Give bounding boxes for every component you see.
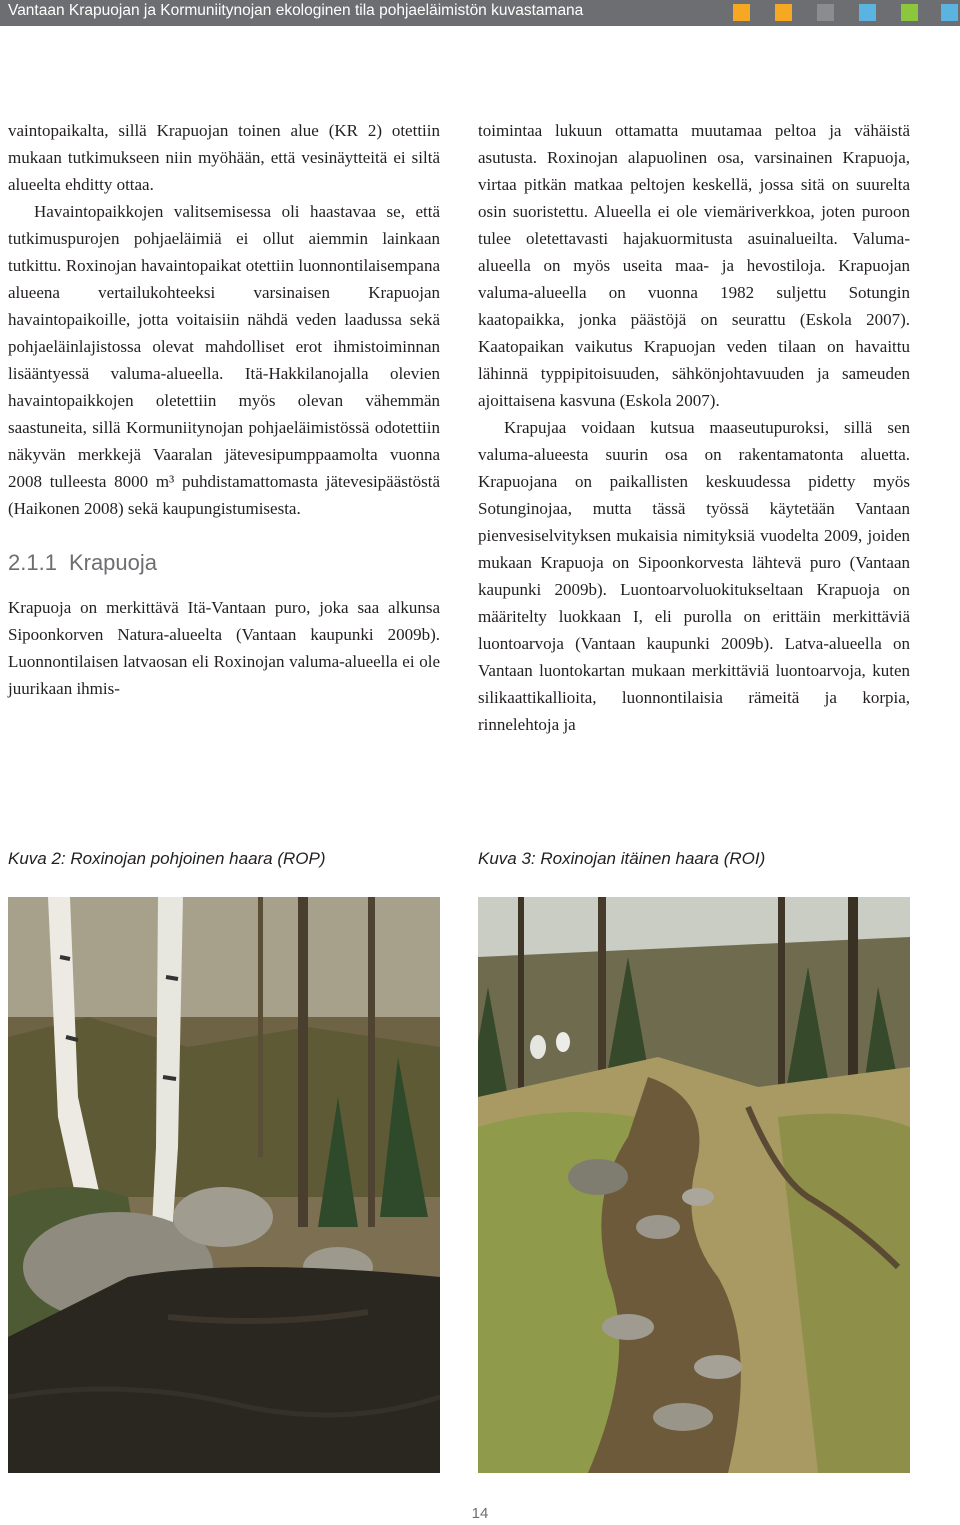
section-heading — [8, 548, 440, 578]
photo-roxinoja-eastern-branch — [478, 897, 910, 1473]
header-square-3 — [817, 4, 834, 21]
stream-photo-illustration-1 — [8, 897, 440, 1473]
header-square-1 — [733, 4, 750, 21]
header-square-6 — [941, 4, 958, 21]
left-text-column — [8, 117, 440, 702]
stream-photo-illustration-2 — [478, 897, 910, 1473]
figure-caption-2: Kuva 2: Roxinojan pohjoinen haara (ROP) — [8, 849, 326, 868]
left-paragraph-1: vaintopaikalta, sillä Krapuojan toinen alue (KR 2) otettiin mukaan tutkimukseen niin myöhään, että vesinäytteitä ei siltä alueelta ehditty ottaa. — [8, 121, 440, 194]
photo-roxinoja-northern-branch — [8, 897, 440, 1473]
left-paragraph-3: Krapuoja on merkittävä Itä-Vantaan puro, joka saa alkunsa Sipoonkorven Natura-alueelta (Vantaan kaupunki 2009b). Luonnontilaisen latvaosan eli Roxinojan valuma-alueella ei ole juurikaan ihmis- — [8, 598, 440, 698]
left-paragraph-2: Havaintopaikkojen valitsemisessa oli haastavaa se, että tutkimuspurojen pohjaeläimiä ei ollut aiemmin lainkaan tutkittu. Roxinojan havaintopaikat otettiin luonnontilaisempana alueena vertailukohteeksi varsinaisen Krapuojan havaintopaikoille, jotta voitaisiin nähdä veden laadussa sekä pohjaeläinlajistossa olevat mahdolliset erot ihmistoiminnan lisääntyessä valuma-alueella. Itä-Hakkilanojalla olevien havaintopaikkojen oletettiin myös olevan vähemmän saastuneita, sillä Kormuniitynojan pohjaeläimistössä odotettiin näkyvän merkkejä Vaaralan jätevesipumppaamolta vuonna 2008 tulleesta 8000 m³ puhdistamattomasta jätevesipäästöstä (Haikonen 2008) sekä kaupungistumisesta. — [8, 202, 440, 518]
section-heading-number: 2.1.1 — [8, 550, 57, 575]
header-color-squares — [733, 4, 958, 21]
running-header-title: Vantaan Krapuojan ja Kormuniitynojan ekologinen tila pohjaeläimistön kuvastamana — [8, 2, 584, 19]
page-number: 14 — [471, 1505, 489, 1522]
header-square-5 — [901, 4, 918, 21]
header-square-4 — [859, 4, 876, 21]
page-header — [0, 0, 960, 26]
header-square-2 — [775, 4, 792, 21]
right-paragraph-2: Krapujaa voidaan kutsua maaseutupuroksi, sillä sen valuma-alueesta suurin osa on rakentamatonta aluetta. Krapuojana on paikallisten keskuudessa pidetty myös Sotunginojaa, mutta tässä työssä käytetään Vantaan pienvesiselvityksen mukaisia nimityksiä vuodelta 2009, joiden mukaan Krapuoja on Sipoonkorvesta lähtevä puro (Vantaan kaupunki 2009b). Luontoarvoluokitukseltaan Krapuoja on määritelty luokkaan I, eli purolla on erittäin merkittäviä luontoarvoja (Vantaan kaupunki 2009b). Latva-alueella on Vantaan luontokartan mukaan merkittäviä luontoarvoja, kuten silikaattikallioita, luonnontilaisia rämeitä ja korpia, rinnelehtoja ja — [478, 418, 910, 734]
right-text-column — [478, 117, 910, 738]
figure-caption-3: Kuva 3: Roxinojan itäinen haara (ROI) — [478, 849, 766, 868]
section-heading-title: Krapuoja — [68, 550, 158, 575]
right-paragraph-1: toimintaa lukuun ottamatta muutamaa peltoa ja vähäistä asutusta. Roxinojan alapuolinen osa, varsinainen Krapuoja, virtaa pitkän matkaa peltojen keskellä, jossa sitä on suurelta osin suoristettu. Alueella ei ole viemäriverkkoa, joten puroon tulee oletettavasti hajakuormitusta asuinalueilta. Valuma-alueella on myös useita maa- ja hevostiloja. Krapuojan valuma-alueella on vuonna 1982 suljettu Sotungin kaatopaikka, jonka päästöjä on seurattu (Eskola 2007). Kaatopaikan vaikutus Krapuojan veden tilaan on havaittu lähinnä typpipitoisuuden, sähkönjohtavuuden ja sameuden ajoittaisena kasvuna (Eskola 2007). — [478, 121, 910, 410]
